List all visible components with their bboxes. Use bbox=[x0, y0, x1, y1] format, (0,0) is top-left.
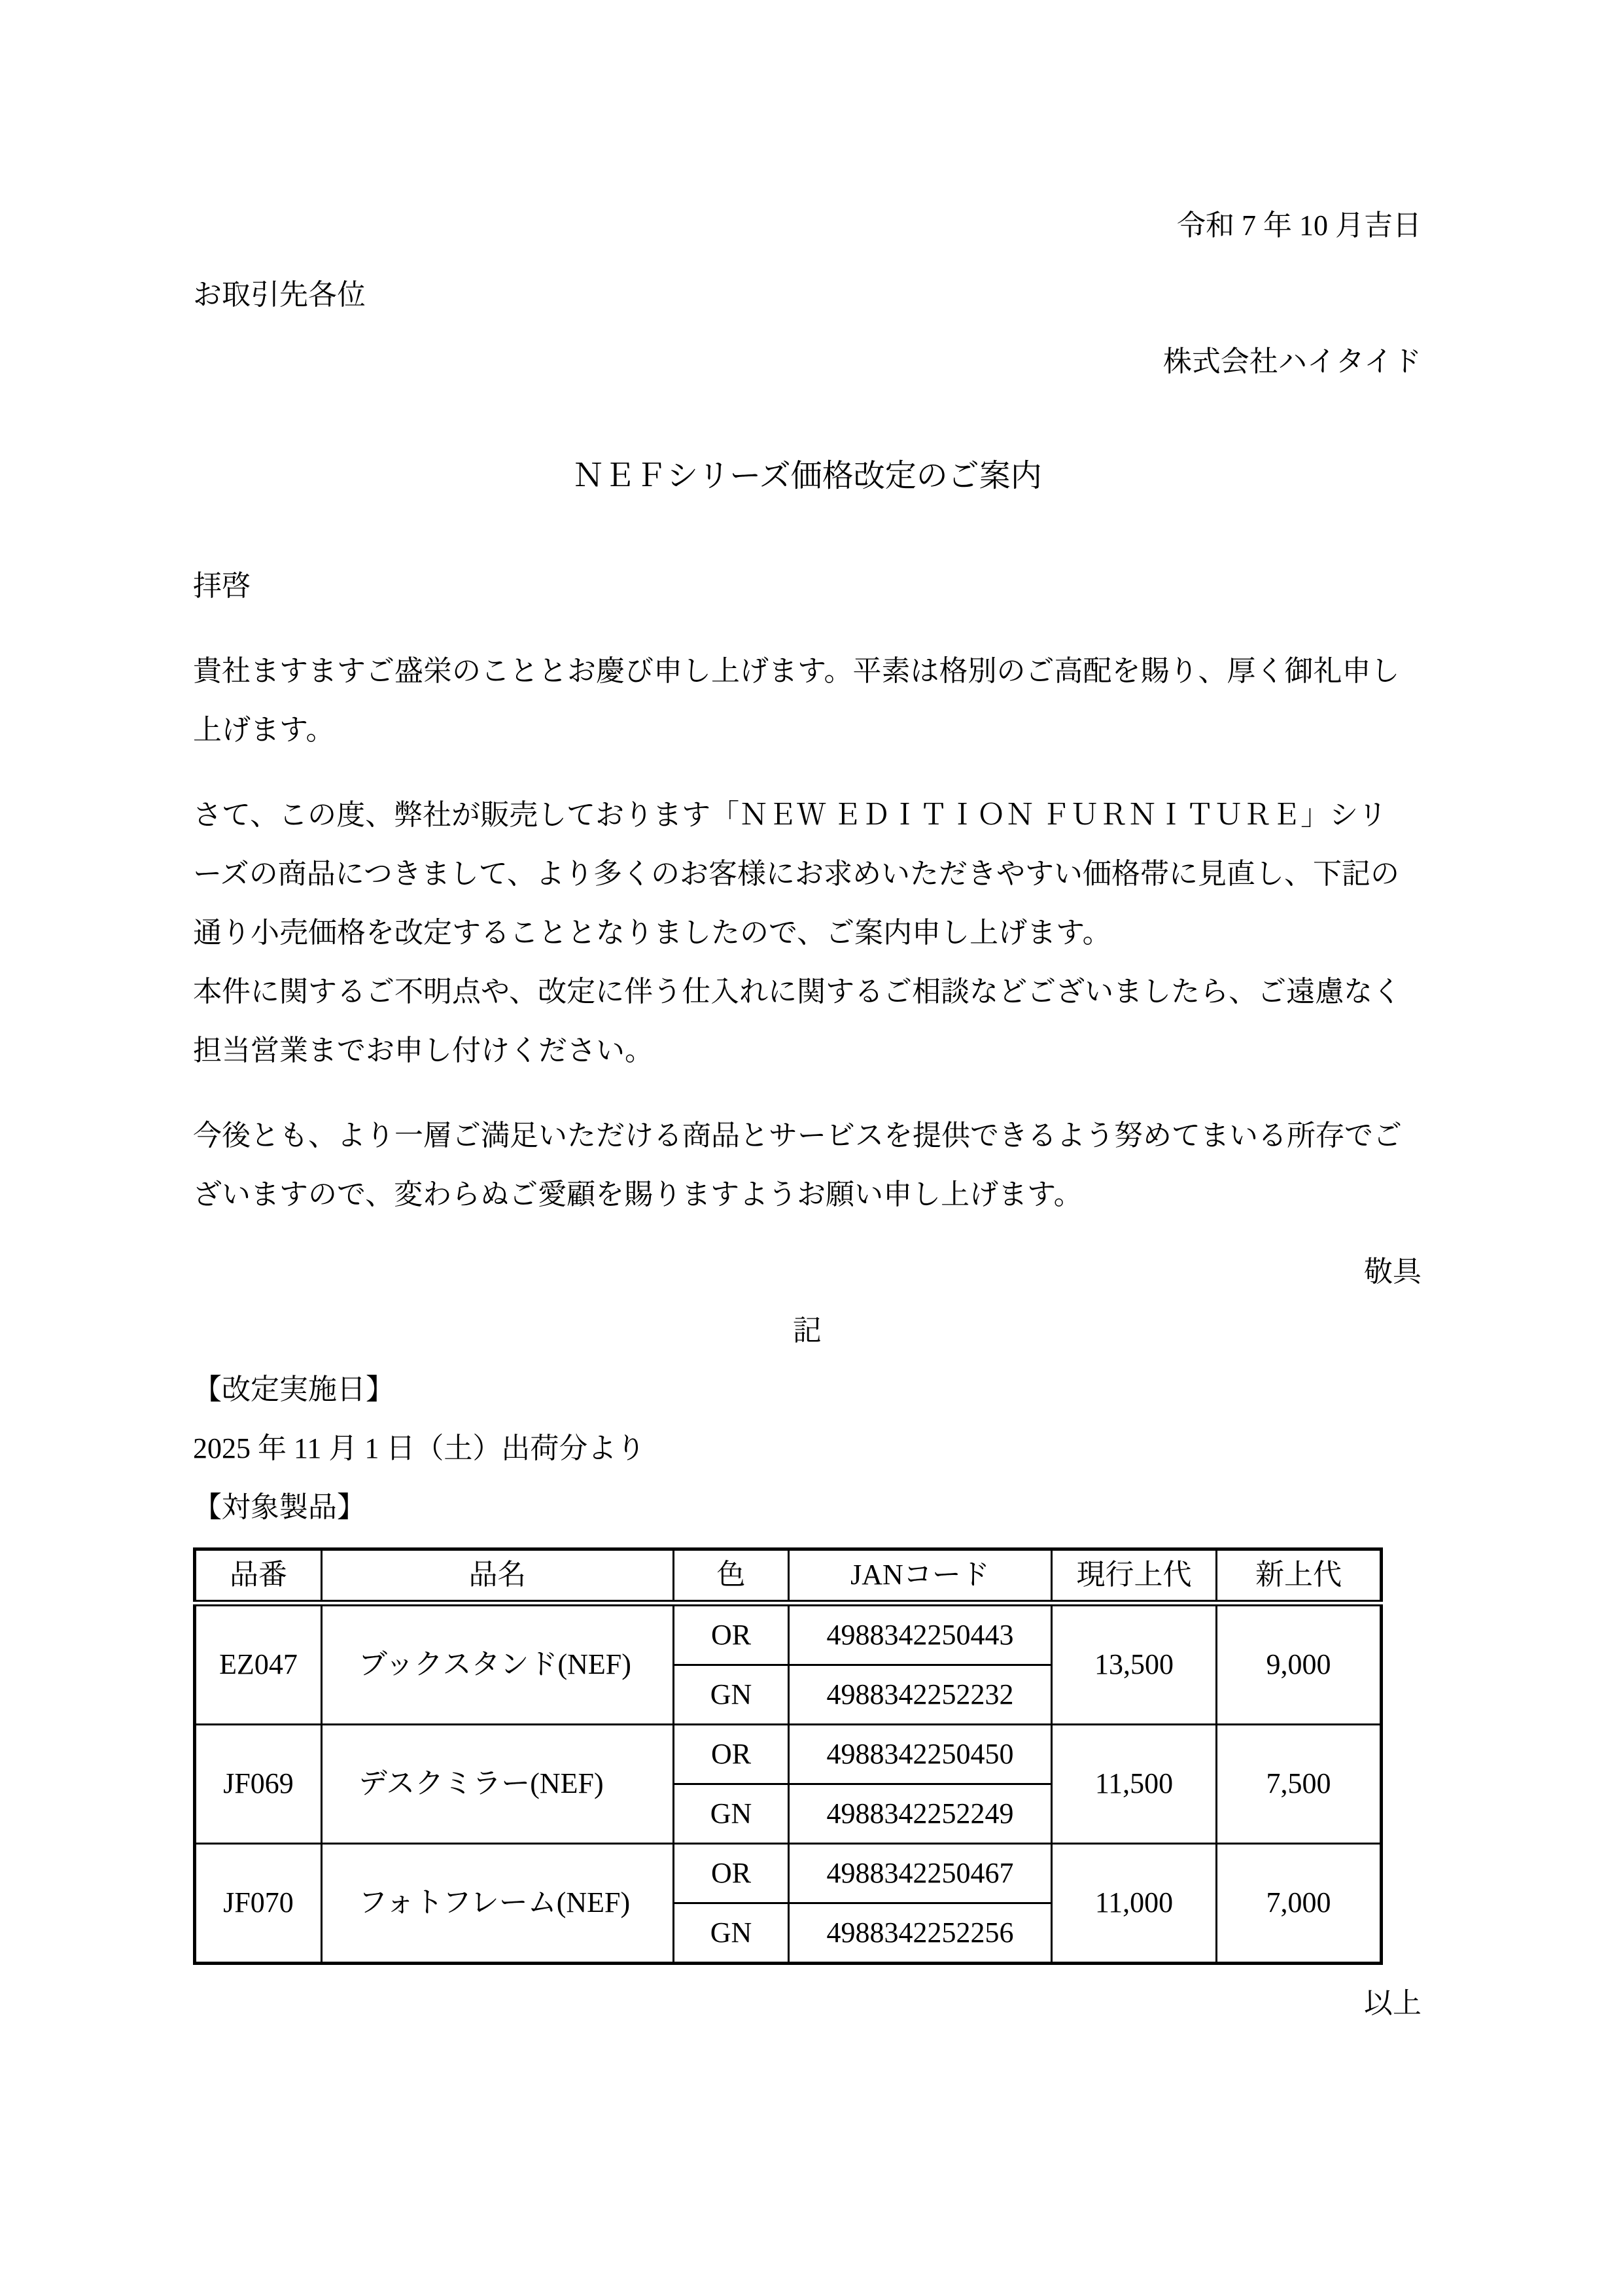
closing-word: 敬具 bbox=[1364, 1256, 1422, 1288]
header-item-name: 品名 bbox=[322, 1549, 674, 1604]
header-item-code: 品番 bbox=[195, 1549, 322, 1604]
item-jan: 4988342250443 bbox=[789, 1603, 1052, 1665]
item-color: OR bbox=[674, 1603, 789, 1665]
item-jan: 4988342252249 bbox=[789, 1784, 1052, 1844]
paragraph-line: 担当営業までお申し付けください。 bbox=[193, 1034, 654, 1067]
paragraph-line: ーズの商品につきまして、より多くのお客様にお求めいただきやすい価格帯に見直し、下記の bbox=[193, 858, 1400, 890]
header-color: 色 bbox=[674, 1549, 789, 1604]
paragraph-request bbox=[193, 1106, 1422, 1224]
paragraph-line: 今後とも、より一層ご満足いただける商品とサービスを提供できるよう努めてまいる所存でご bbox=[193, 1120, 1402, 1152]
document-title: ＮＥＦシリーズ価格改定のご案内 bbox=[572, 459, 1042, 493]
table-header-row bbox=[195, 1549, 1382, 1604]
header-jan-code: JANコード bbox=[789, 1549, 1052, 1604]
revision-date-heading: 【改定実施日】 bbox=[193, 1373, 394, 1405]
item-color: GN bbox=[674, 1784, 789, 1844]
item-current-price: 13,500 bbox=[1052, 1603, 1217, 1725]
table-row bbox=[195, 1725, 1382, 1784]
item-color: OR bbox=[674, 1725, 789, 1784]
item-name: ブックスタンド(NEF) bbox=[322, 1603, 674, 1725]
paragraph-line: 上げます。 bbox=[193, 714, 335, 746]
item-color: GN bbox=[674, 1665, 789, 1725]
effective-date: 2025 年 11 月 1 日（土）出荷分より bbox=[193, 1432, 646, 1464]
paragraph-line: さて、この度、弊社が販売しております「ＮＥＷ ＥＤＩＴＩＯＮ ＦＵＲＮＩＴＵＲＥ」シリ bbox=[193, 799, 1387, 831]
item-color: GN bbox=[674, 1903, 789, 1964]
item-new-price: 9,000 bbox=[1217, 1603, 1382, 1725]
item-name: デスクミラー(NEF) bbox=[322, 1725, 674, 1844]
item-code: EZ047 bbox=[195, 1603, 322, 1725]
item-code: JF070 bbox=[195, 1844, 322, 1964]
table-row bbox=[195, 1844, 1382, 1903]
paragraph-line: 本件に関するご不明点や、改定に伴う仕入れに関するご相談などございましたら、ご遠慮なく bbox=[193, 976, 1402, 1008]
item-new-price: 7,000 bbox=[1217, 1844, 1382, 1964]
item-name: フォトフレーム(NEF) bbox=[322, 1844, 674, 1964]
date-line: 令和 7 年 10 月吉日 bbox=[1177, 209, 1422, 241]
table-row bbox=[195, 1603, 1382, 1665]
recipient: お取引先各位 bbox=[193, 279, 366, 311]
item-current-price: 11,500 bbox=[1052, 1725, 1217, 1844]
item-jan: 4988342252256 bbox=[789, 1903, 1052, 1964]
item-code: JF069 bbox=[195, 1725, 322, 1844]
item-jan: 4988342250450 bbox=[789, 1725, 1052, 1784]
paragraph-line: ざいますので、変わらぬご愛顧を賜りますようお願い申し上げます。 bbox=[193, 1178, 1083, 1210]
item-color: OR bbox=[674, 1844, 789, 1903]
ki-marker: 記 bbox=[793, 1315, 822, 1347]
header-current-price: 現行上代 bbox=[1052, 1549, 1217, 1604]
product-table bbox=[193, 1547, 1383, 1965]
target-products-heading: 【対象製品】 bbox=[193, 1491, 366, 1523]
item-current-price: 11,000 bbox=[1052, 1844, 1217, 1964]
header-new-price: 新上代 bbox=[1217, 1549, 1382, 1604]
paragraph-announcement bbox=[193, 786, 1422, 1080]
company-name: 株式会社ハイタイド bbox=[1162, 345, 1422, 378]
end-marker: 以上 bbox=[1364, 1987, 1422, 2019]
item-jan: 4988342250467 bbox=[789, 1844, 1052, 1903]
paragraph-greeting bbox=[193, 642, 1422, 760]
item-new-price: 7,500 bbox=[1217, 1725, 1382, 1844]
paragraph-line: 貴社ますますご盛栄のこととお慶び申し上げます。平素は格別のご高配を賜り、厚く御礼申し bbox=[193, 655, 1400, 687]
paragraph-line: 通り小売価格を改定することとなりましたので、ご案内申し上げます。 bbox=[193, 917, 1111, 949]
salutation: 拝啓 bbox=[193, 570, 251, 602]
item-jan: 4988342252232 bbox=[789, 1665, 1052, 1725]
